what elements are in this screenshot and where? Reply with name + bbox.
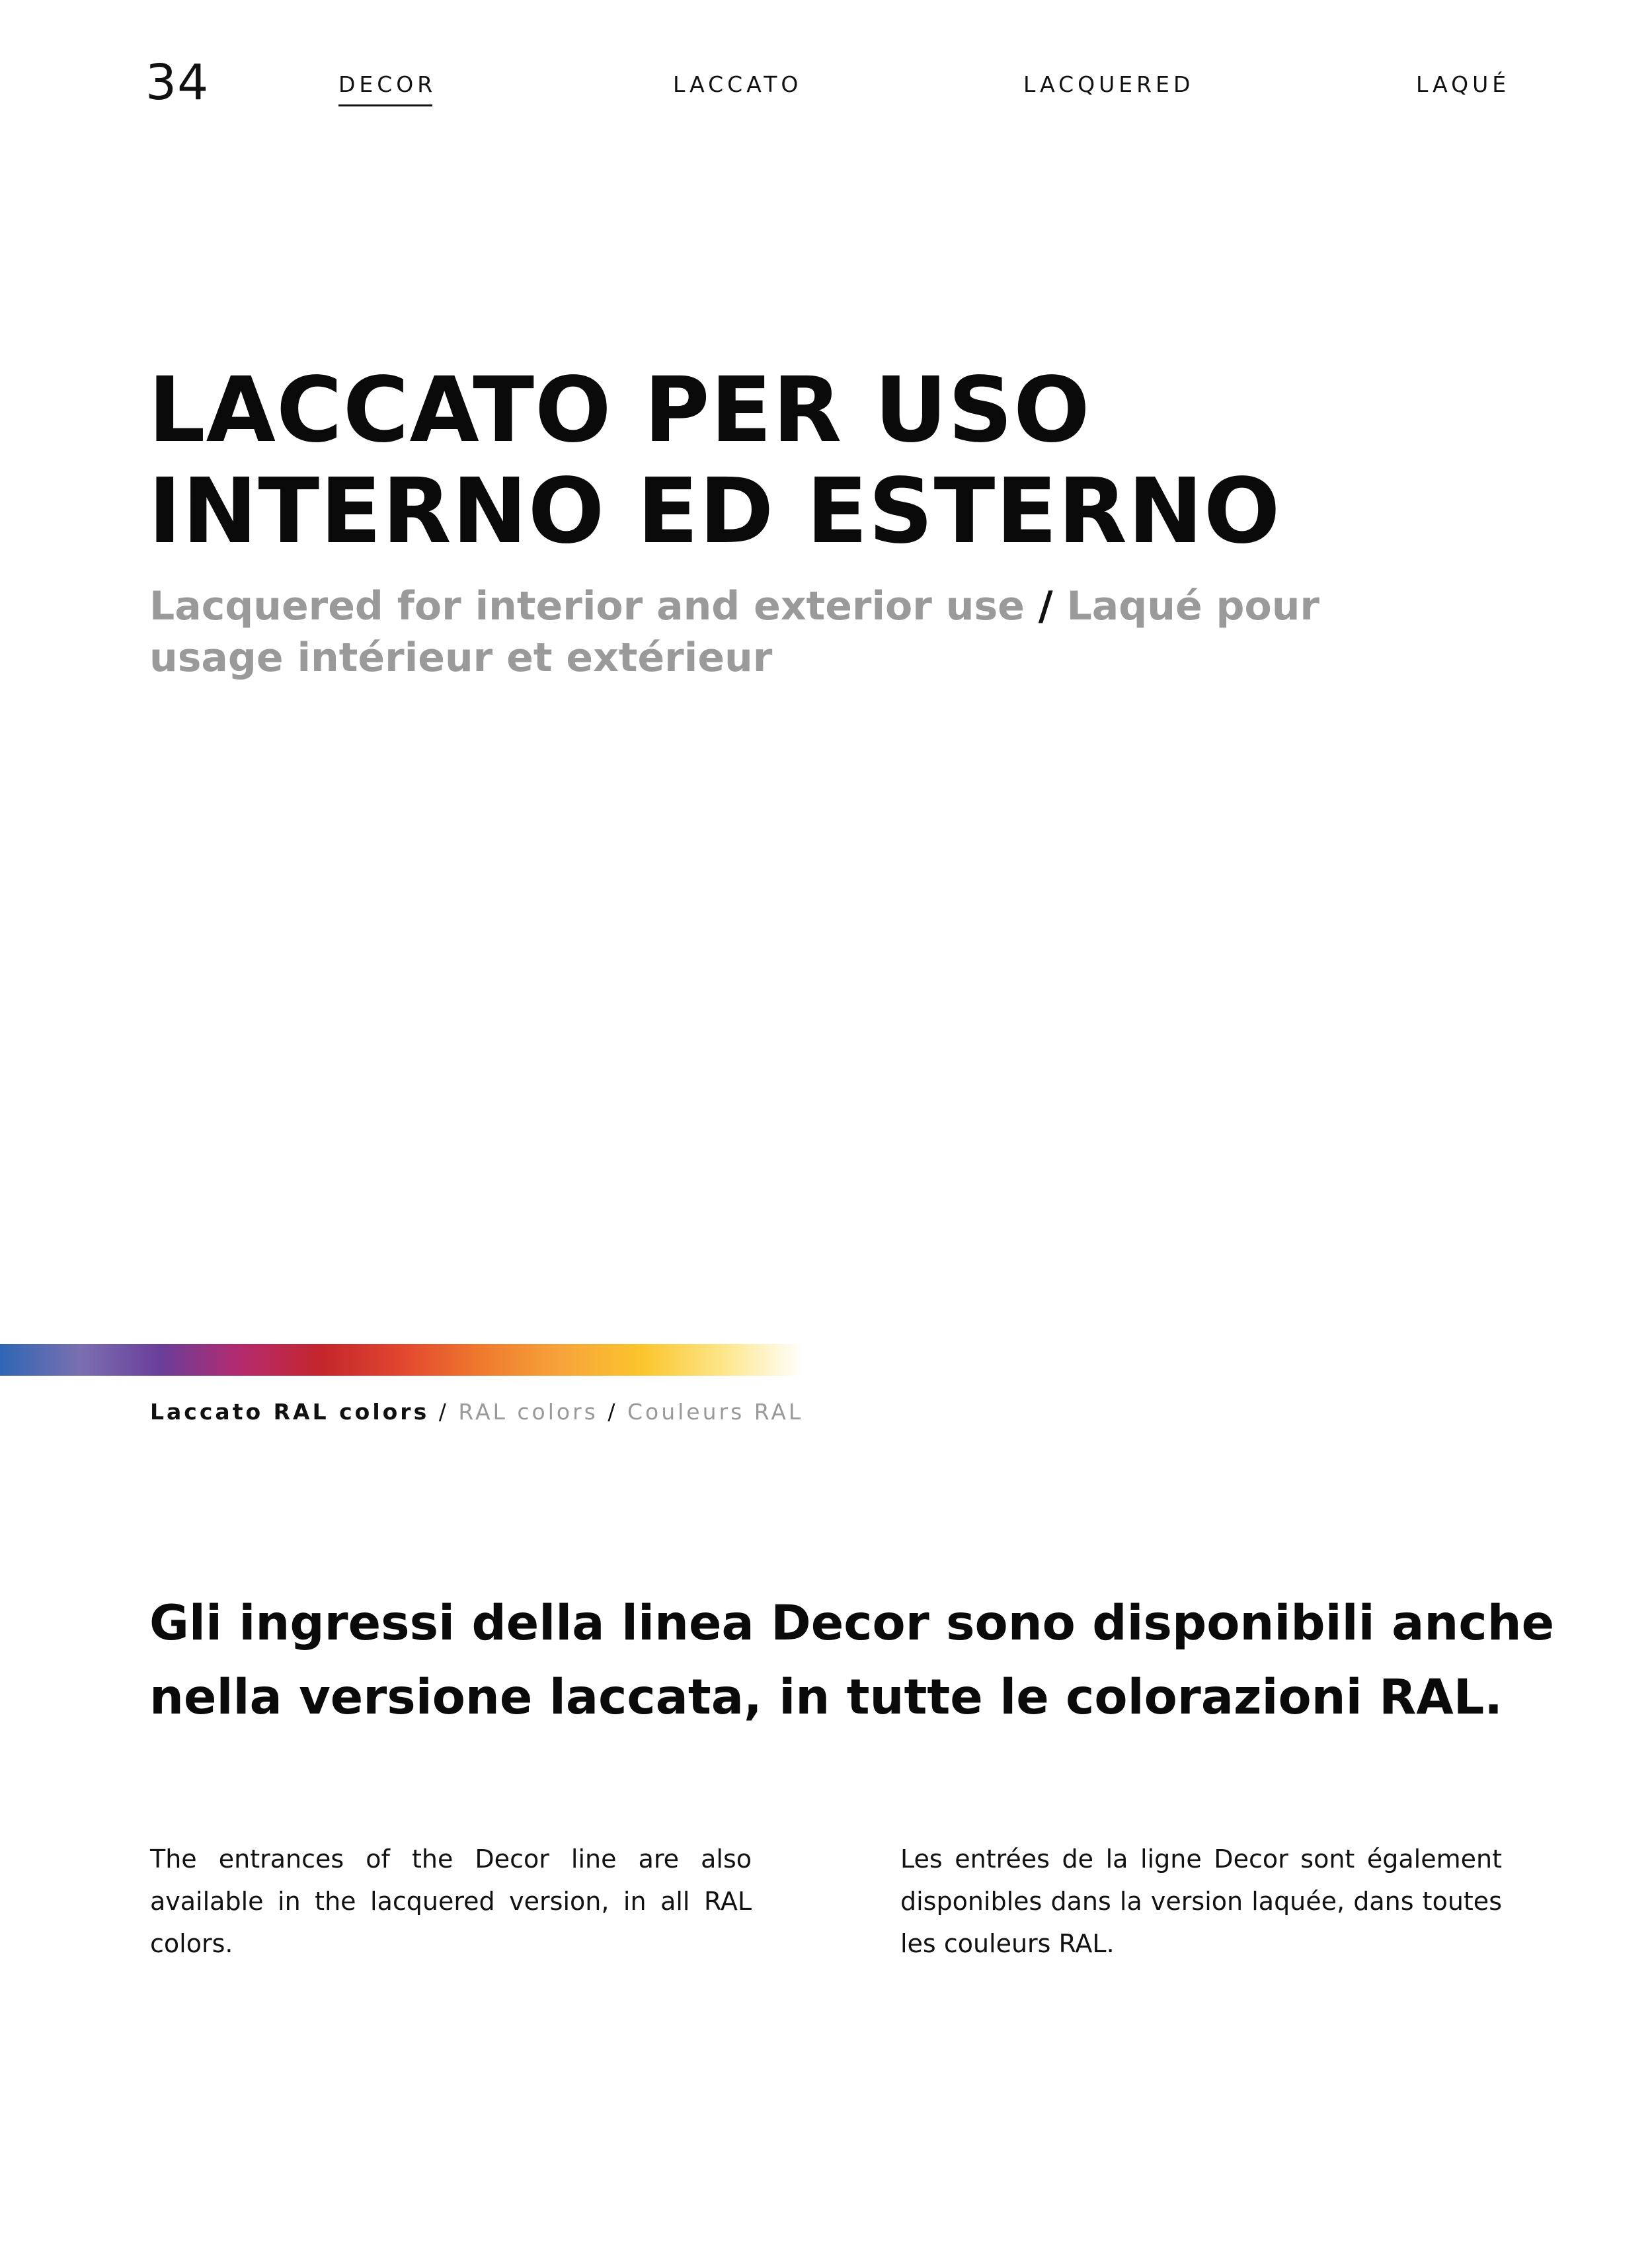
page-title <box>148 360 1280 563</box>
page-title-line-1: LACCATO PER USO <box>148 358 1091 463</box>
nav-item-laccato[interactable]: LACCATO <box>673 71 803 97</box>
ral-caption-separator-2: / <box>608 1399 618 1425</box>
nav-item-laque[interactable]: LAQUÉ <box>1416 71 1511 97</box>
ral-caption <box>150 1399 803 1425</box>
ral-color-gradient-bar <box>0 1344 803 1376</box>
ral-caption-french: Couleurs RAL <box>627 1399 804 1425</box>
ral-caption-separator-1: / <box>438 1399 449 1425</box>
body-text-french: Les entrées de la ligne Decor sont également disponibles dans la version laquée, dans toutes les couleurs RAL. <box>900 1844 1502 1958</box>
lead-paragraph <box>149 1587 1555 1735</box>
subtitle-english: Lacquered for interior and exterior use <box>149 583 1025 629</box>
body-text-english: The entrances of the Decor line are also available in the lacquered version, in all RAL colors. <box>150 1844 752 1958</box>
page-number: 34 <box>145 54 210 111</box>
section-nav <box>0 71 1652 111</box>
nav-item-decor[interactable]: DECOR <box>338 71 437 97</box>
subtitle-separator: / <box>1038 583 1053 629</box>
lead-line-2: nella versione laccata, in tutte le colorazioni RAL. <box>149 1669 1503 1725</box>
subtitle-french: Laqué pour usage intérieur et extérieur <box>149 583 1320 681</box>
page-subtitle <box>149 580 1405 684</box>
page-title-line-2: INTERNO ED ESTERNO <box>148 459 1281 564</box>
nav-item-lacquered[interactable]: LACQUERED <box>1023 71 1195 97</box>
ral-caption-italian: Laccato RAL colors <box>150 1399 430 1425</box>
ral-caption-english: RAL colors <box>458 1399 598 1425</box>
lead-line-1: Gli ingressi della linea Decor sono disponibili anche <box>149 1595 1555 1651</box>
